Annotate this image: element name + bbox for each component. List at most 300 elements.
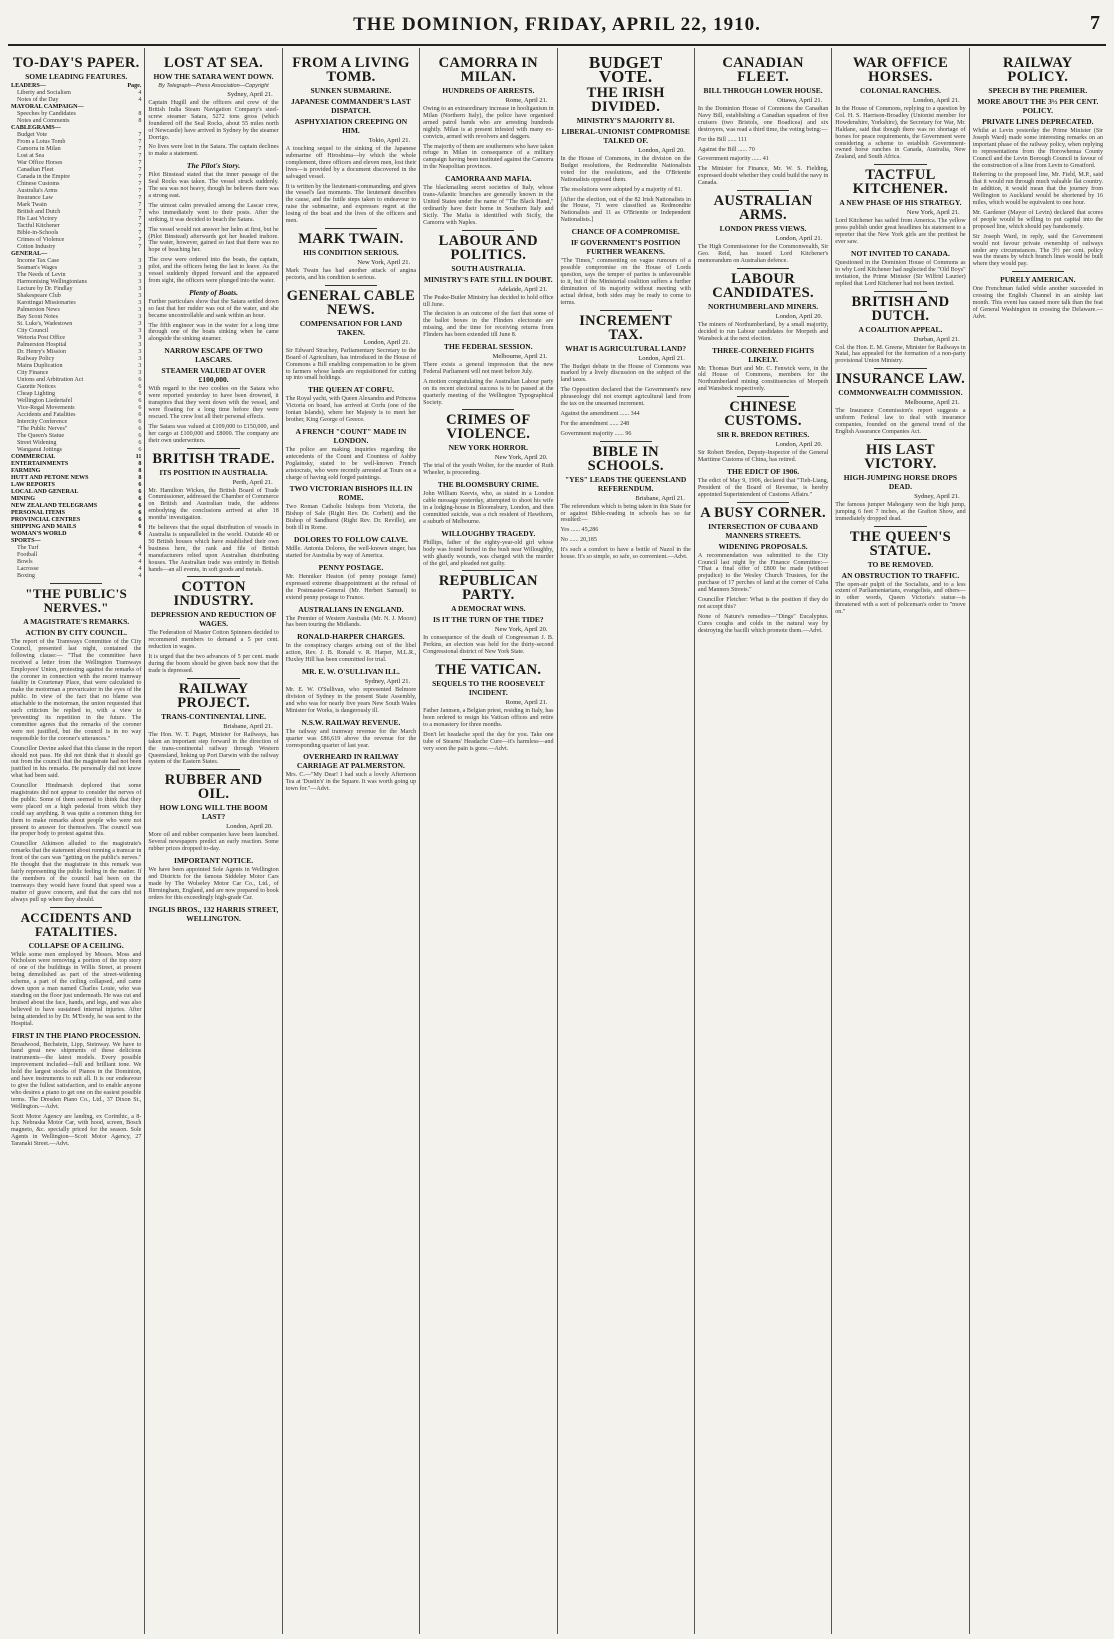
section-head: INSURANCE LAW. [835, 371, 966, 388]
dateline: Ottawa, April 21. [777, 97, 823, 104]
article-paragraph: The Premier of Western Australia (Mr. N. J. Moore) has been touring the Midlands. [285, 615, 417, 629]
contents-entry-label: The Queen's Statue [17, 433, 65, 439]
contents-entry [11, 244, 141, 251]
contents-entry-page: Page. [127, 83, 142, 89]
contents-entry-page: 6 [138, 398, 142, 404]
subhead: NARROW ESCAPE OF TWO LASCARS. [164, 346, 263, 365]
contents-entry-page: 7 [138, 146, 142, 152]
article-paragraph: The open-air pulpit of the Socialists, and to a less extent of Parliamentarians, evangelists, and others—in other words, Queen Victoria's statue—is threatened with a sort of policeman's order to "move on." [835, 581, 966, 616]
contents-entry-label: Mains Duplication [17, 363, 63, 369]
dateline: London, April 20. [775, 441, 823, 449]
contents-entry-page: 7 [138, 132, 142, 138]
column-2 [144, 48, 281, 1634]
article-paragraph: Father Jannsen, a Belgian priest, residing in Italy, has been ordered to resign his Vatican offices and retire to a monastery for three months. [423, 708, 554, 728]
contents-entry [11, 209, 141, 216]
contents-entry-page: 3 [138, 356, 142, 362]
contents-entry [11, 321, 141, 328]
contents-entry-label: Harmonising Wellingtonians [17, 279, 87, 285]
contents-entry-label: WOMAN'S WORLD [11, 531, 67, 537]
contents-entry [11, 489, 141, 496]
contents-entry-page: 4 [138, 97, 142, 103]
subhead: PURELY AMERICAN. [1000, 275, 1076, 285]
dateline: Durban, April 21. [913, 335, 960, 343]
article-paragraph: Mr. Henniker Heaton (of penny postage fame) expressed extreme disappointment at the refusal of the Postmaster-General (Mr. Herbert Samuel) to extend penny postage to France. [285, 573, 417, 601]
subhead: OVERHEARD IN RAILWAY CARRIAGE AT PALMERSTON. [296, 752, 405, 771]
contents-entry [11, 454, 141, 461]
subhead: TO BE REMOVED. [867, 559, 934, 569]
vote-line: Against the amendment ...... 344 [560, 410, 640, 417]
contents-entry-page: 3 [138, 363, 142, 369]
advertisement: None of Nature's remedies—"Dings" Eucalyptus. Cures coughs and colds in the natural way by destroying the bacilli which promote them.—Advt. [697, 613, 829, 634]
article-paragraph: A recommendation was submitted to the City Council last night by the Finance Committee:— "That a final offer of £800 be made (without prejudice) to the Wesley Church Trustees, for the purchase of 17 perches of land at the corner of Cuba and Manners Streets." [697, 552, 829, 594]
contents-entry-page: 7 [138, 139, 142, 145]
article-paragraph: It is written by the lieutenant-commanding, and gives the vessel's last moments. The lieutenant describes the cause, and the futile steps taken to endeavour to raise the submarine, and expresses regret at the losing of the boat and the lives of the officers and men. [285, 183, 417, 225]
contents-entry [11, 363, 141, 370]
dateline: London, April 20. [638, 147, 685, 154]
dateline: Perth, April 21. [232, 478, 273, 486]
contents-entry-label: GENERAL— [11, 251, 48, 257]
subhead: DEPRESSION AND REDUCTION OF WAGES. [150, 610, 277, 629]
contents-entry [11, 125, 141, 132]
contents-entry-label: City Council [17, 328, 49, 334]
contents-entry-label: Tactful Kitchener [17, 223, 60, 229]
contents-entry [11, 160, 141, 167]
contents-entry [11, 258, 141, 265]
contents-entry [11, 139, 141, 146]
section-head: BUDGET VOTE. [588, 53, 663, 86]
contents-entry-page: 7 [138, 202, 142, 208]
contents-entry-label: SPORTS— [11, 538, 41, 544]
divider [50, 583, 102, 584]
article-paragraph: The vessel would not answer her helm at first, but he (Pilot Binstead) afterwards got her headed inshore. The water, however, gained so fast that there was no hope of beaching her. [148, 226, 279, 254]
contents-entry-page: 7 [138, 188, 142, 194]
contents-entry-label: Accidents and Fatalities [17, 412, 76, 418]
contents-entry-page: 7 [138, 216, 142, 222]
section-head: TACTFUL KITCHENER. [852, 167, 949, 198]
advertisement: Mrs. C.—"My Dear! I had such a lovely Afternoon Tea at 'Dustin's' in the Square. It was worth going up town for."—Advt. [285, 772, 417, 793]
contents-entry-page: 3 [138, 265, 142, 271]
article-paragraph: In the House of Commons, replying to a question by Col. H. S. Harrison-Broadley (Unionist member for Howdenshire, Yorkshire), the Secretary for War, Mr. Haldane, said that though there was no shortage of horses for peace requirements, the Government were considering a scheme to establish Government-owned horse ranches in Canada, Australia, New Zealand, and South Africa. [835, 106, 966, 161]
contents-entry-label: Gazette Notices [17, 384, 56, 390]
subhead: ACTION BY CITY COUNCIL. [25, 628, 127, 637]
contents-entry-page: 6 [138, 447, 142, 453]
contents-entry-page: 7 [138, 174, 142, 180]
divider [325, 285, 377, 286]
contents-entry [11, 342, 141, 349]
contents-entry-label: ENTERTAINMENTS [11, 461, 69, 467]
contents-entry [11, 90, 141, 97]
subhead: BILL THROUGH LOWER HOUSE. [703, 86, 823, 95]
dateline: Rome, April 21. [505, 97, 548, 104]
article-paragraph: The Peake-Butler Ministry has decided to hold office till June. [423, 294, 554, 308]
contents-entry-page: 3 [138, 314, 142, 320]
contents-entry-page: 4 [138, 552, 142, 558]
contents-entry-label: Lacrosse [17, 566, 39, 572]
section-head: BRITISH AND DUTCH. [851, 293, 950, 324]
contents-entry-label: Crimes of Violence [17, 237, 65, 243]
contents-entry [11, 566, 141, 573]
contents-entry [11, 153, 141, 160]
contents-entry-page: 8 [138, 475, 142, 481]
section-head: LOST AT SEA. [164, 55, 264, 71]
contents-entry [11, 573, 141, 580]
article-paragraph: The Budget debate in the House of Commons was marked by a lively discussion on the subject of the land taxes. [560, 363, 691, 384]
section-head: CAMORRA IN MILAN. [438, 55, 538, 85]
contents-entry-page: 6 [138, 517, 142, 523]
article-paragraph: In consequence of the death of Congressman J. B. Perkins, an election was held for the thirty-second Congressional district of New York State. [423, 635, 554, 656]
dateline: Tokio, April 21. [368, 137, 411, 144]
contents-entry-page: 7 [138, 153, 142, 159]
contents-entry-label: Street Widening [17, 440, 57, 446]
section-head: MARK TWAIN. [298, 230, 404, 247]
contents-entry-label: Mark Twain [17, 202, 47, 208]
article-paragraph: With regard to the two coolies on the Satara who were reported yesterday to have been drowned, it transpires that they went down with the vessel, and were floating for a long time before they were rescued. The crew lost all their personal effects. [148, 386, 279, 420]
contents-entry [11, 468, 141, 475]
advertisement: Scott Motor Agency are landing, ex Corinthic, a 8-h.p. Nebraska Motor Car, with hood, screen, Bosch magneto, &c. specially priced for the season. Sole Agents in Wellington—Scott Motor Agency, 27 Taranaki Street.—Advt. [11, 1113, 142, 1148]
column-7 [831, 48, 968, 1634]
subhead: SEQUELS TO THE ROOSEVELT INCIDENT. [432, 679, 545, 698]
contents-entry-label: Income Tax Case [17, 258, 60, 264]
divider [462, 659, 514, 660]
contents-entry [11, 111, 141, 118]
contents-entry [11, 265, 141, 272]
subhead: SOUTH AUSTRALIA. [451, 263, 526, 273]
contents-entry-label: Vice-Regal Movements [17, 405, 75, 411]
article-paragraph: The trial of the youth Wolter, for the murder of Ruth Wheeler, is proceeding. [423, 463, 554, 477]
subhead: HIGH-JUMPING HORSE DROPS DEAD. [843, 472, 958, 491]
vote-line: Government majority ...... 41 [697, 156, 769, 163]
contents-entry-label: MAYORAL CAMPAIGN— [11, 104, 84, 110]
article-paragraph: Lord Kitchener has sailed from America. The yellow press publish under great headlines his statement to a reporter that the New York girls are the prettiest he ever saw. [835, 218, 966, 245]
contents-entry-label: Speeches by Candidates [17, 111, 76, 117]
contents-entry [11, 251, 141, 258]
contents-entry [11, 272, 141, 279]
contents-entry [11, 174, 141, 181]
contents-entry-page: 3 [138, 328, 142, 334]
contents-entry-page: 8 [138, 118, 142, 124]
article-paragraph: While some men employed by Messrs. Moss and Nicholson were removing a portion of the top story of one of the buildings in Willis Street, at present being demolished as part of the street-widening scheme, a part of the ceiling collapsed, and came down upon a man named Charles Louie, who was standing on the floor just underneath. He was cut and bruised about the face, hands, and legs, and was also believed to have sustained internal injuries. After being attended to by Dr. M'Evedy, he was sent to the Hospital. [11, 951, 142, 1027]
section-head: CHINESE CUSTOMS. [724, 399, 802, 430]
article-paragraph: Questioned in the Dominion House of Commons as to why Lord Kitchener had neglected the "Old Boys" invitation, the Prime Minister (Sir Wilfrid Laurier) replied that Lord Kitchener had not been invited. [835, 259, 966, 287]
contents-entry [11, 167, 141, 174]
subhead: DOLORES TO FOLLOW CALVE. [293, 535, 408, 545]
contents-entry-label: Notes of the Day [17, 97, 59, 103]
contents-entry [11, 496, 141, 503]
contents-entry-page: 6 [138, 419, 142, 425]
contents-entry-label: Seaman's Wages [17, 265, 58, 271]
subhead: "YES" LEADS THE QUEENSLAND REFERENDUM. [565, 474, 687, 493]
contents-entry-label: The Turf [17, 545, 39, 551]
contents-entry [11, 300, 141, 307]
article-paragraph: Pilot Binstead stated that the inner passage of the Seal Rocks was taken. The vessel struck suddenly. The sea was not heavy, though he believes there was a strong east. [148, 172, 279, 199]
contents-entry [11, 202, 141, 209]
contents-entry-page: 6 [138, 391, 142, 397]
contents-entry-label: LEADERS— [11, 83, 46, 89]
contents-entry-page: 4 [138, 545, 142, 551]
dateline: London, April 20. [226, 823, 273, 831]
contents-entry-page: 6 [138, 531, 142, 537]
contents-entry-label: Insurance Law [17, 195, 54, 201]
dateline: Melbourne, April 21. [904, 399, 960, 407]
contents-entry-label: Dr. Henry's Mission [17, 349, 67, 355]
section-head: CRIMES OF VIOLENCE. [446, 412, 531, 443]
contents-entry-label: Canada in the Empire [17, 174, 70, 180]
divider [737, 502, 789, 503]
contents-entry [11, 223, 141, 230]
subhead: THREE-CORNERED FIGHTS LIKELY. [712, 345, 815, 364]
contents-entry-label: Cotton Industry [17, 244, 56, 250]
contents-entry [11, 503, 141, 510]
contents-entry-page: 6 [138, 496, 142, 502]
column-1 [8, 48, 144, 1634]
contents-entry-page: 3 [138, 321, 142, 327]
subhead: HOW LONG WILL THE BOOM LAST? [159, 803, 268, 822]
subhead: SUNKEN SUBMARINE. [310, 86, 392, 95]
article-paragraph: Councillor Hindmarsh deplored that some magistrates did not appear to consider the nerves of the public. Some of them seemed to think that they were placed on a high pedestal from which they could say anything. It was quite a common thing for them to make remarks about people who were not present to answer for themselves. The council was the proper body to protest against this. [11, 783, 142, 838]
contents-entry [11, 377, 141, 384]
subhead: AUSTRALIANS IN ENGLAND. [298, 604, 404, 614]
article-paragraph: Sir Robert Bredon, Deputy-Inspector of the General Maritime Customs of China, has retired. [697, 450, 829, 464]
contents-entry-page: 3 [138, 342, 142, 348]
subhead: TRANS-CONTINENTAL LINE. [161, 711, 266, 721]
contents-entry-label: Canadian Fleet [17, 167, 54, 173]
divider [874, 368, 926, 369]
contents-entry-label: Palmerston News [17, 307, 60, 313]
contents-entry-label: Lost at Sea [17, 153, 45, 159]
subhead: JAPANESE COMMANDER'S LAST DISPATCH. [291, 97, 411, 115]
subhead: NORTHUMBERLAND MINERS. [707, 301, 819, 311]
section-head: THE VATICAN. [435, 662, 542, 679]
article-paragraph: It is urged that the two advances of 5 per cent. made during the boom should be given back now that the trade is depressed. [148, 654, 279, 674]
dateline: Brisbane, April 21. [223, 722, 273, 730]
contents-entry-label: Railway Policy [17, 356, 55, 362]
dateline: London, April 21. [638, 354, 685, 362]
divider [187, 769, 239, 770]
contents-entry-label: Intercity Conference [17, 419, 68, 425]
divider [737, 190, 789, 191]
contents-entry-page: 6 [138, 405, 142, 411]
article-paragraph: Referring to the proposed line, Mr. Field, M.P., said that it would run through much valuable flat country. In addition, it would mean that the journey from Wellington to Auckland would be shortened by 16 miles, which would be equivalent to one hour. [972, 172, 1103, 207]
contents-entry [11, 545, 141, 552]
article-paragraph: Councillor Fletcher: What is the position if they do not accept this? [697, 597, 829, 610]
contents-entry [11, 307, 141, 314]
dateline: Sydney, April 21. [364, 678, 411, 686]
contents-entry-page: 11 [135, 454, 142, 460]
contents-entry-page: 4 [138, 566, 142, 572]
subhead: THE QUEEN AT CORFU. [307, 385, 394, 395]
contents-entry [11, 384, 141, 391]
subhead: CAMORRA AND MAFIA. [445, 174, 532, 184]
contents-entry-page: 3 [138, 286, 142, 292]
article-paragraph: Owing to an extraordinary increase in hooliganism in Milan (Northern Italy), the police have organised armed patrol bands who are arresting hundreds nightly. Milan is at present infested with many ex-convicts, armed with revolvers and daggers. [423, 106, 554, 140]
article-paragraph: Mr. Thomas Burt and Mr. C. Fenwick were, in the old House of Commons, members for the Northumberland mining constituencies of Morpeth and Wansbeck respectively. [697, 365, 829, 393]
contents-entry-label: LAW REPORTS [11, 482, 55, 488]
subhead: MORE ABOUT THE 3½ PER CENT. POLICY. [977, 97, 1099, 115]
contents-entry [11, 398, 141, 405]
article-paragraph: The Royal yacht, with Queen Alexandra and Princess Victoria on board, has arrived at Corfu (one of the Ionian Islands), where her Majesty is to meet her brother, King George of Greece. [285, 396, 417, 424]
contents-entry-label: Lecture by Dr. Findlay [17, 286, 73, 292]
subhead: A MAGISTRATE'S REMARKS. [23, 617, 130, 626]
divider [187, 678, 239, 679]
article-paragraph: More oil and rubber companies have been launched. Several newspapers predict an early reaction. Some rubber prices dropped to-day. [148, 832, 279, 853]
contents-entry-page: 4 [138, 573, 142, 579]
contents-entry [11, 83, 141, 90]
contents-entry-page: 3 [138, 349, 142, 355]
page-number: 7 [1090, 12, 1100, 34]
contents-entry-label: Wellington Liedertafel [17, 398, 73, 404]
contents-entry [11, 531, 141, 538]
subhead: MINISTRY'S MAJORITY 81. [576, 116, 675, 125]
subhead: ASPHYXIATION CREEPING ON HIM. [294, 117, 408, 135]
subhead: THE EDICT OF 1906. [727, 466, 800, 476]
divider [874, 526, 926, 527]
article-paragraph: The crew were ordered into the boats, the captain, pilot, and the officers being the last to leave. As the vessel suddenly dipped forward and the appeared from sight, the officers were plunged into the water. [148, 257, 279, 284]
contents-entry-label: Notes and Comments [17, 118, 70, 124]
contents-entry [11, 314, 141, 321]
divider [874, 439, 926, 440]
section-head: WAR OFFICE HORSES. [852, 55, 949, 85]
contents-entry-label: Wanganui Jottings [17, 447, 63, 453]
article-paragraph: The Federation of Master Cotton Spinners decided to recommend members to demand a 5 per cent. reduction in wages. [148, 630, 279, 651]
subhead: A FRENCH "COUNT" MADE IN LONDON. [295, 426, 407, 445]
section-subhead: SOME LEADING FEATURES. [25, 72, 128, 81]
dateline: New York, April 20. [494, 626, 548, 634]
contents-entry-label: Liberty and Socialism [17, 90, 71, 96]
contents-entry-page: 7 [138, 181, 142, 187]
contents-entry-label: Cheap Lighting [17, 391, 56, 397]
article-paragraph: John William Keevis, who, as stated in a London cable message yesterday, attempted to shoot his wife in a lodging-house in Bloomsbury, London, and then committed suicide, was a rich resident of Hawthorn, a suburb of Melbourne. [423, 491, 554, 525]
section-head: BIBLE IN SCHOOLS. [587, 443, 664, 474]
section-head-todays-paper: TO-DAY'S PAPER. [12, 55, 140, 71]
contents-entry-page: 3 [138, 293, 142, 299]
dateline: London, April 21. [775, 235, 823, 243]
contents-entry-label: SHIPPING AND MAILS [11, 524, 77, 530]
contents-entry-page: 6 [138, 503, 142, 509]
subhead: CHANCE OF A COMPROMISE. [571, 227, 680, 237]
article-paragraph: Mr. E. W. O'Sullivan, who represented Belmore division of Sydney in the present State Assembly, and who was for nearly five years New South Wales Minister for Works, is dangerously ill. [285, 687, 417, 714]
section-head: HIS LAST VICTORY. [864, 441, 937, 472]
dateline: Melbourne, April 21. [492, 353, 548, 361]
contents-entry [11, 188, 141, 195]
masthead-title: THE DOMINION, FRIDAY, APRIL 22, 1910. [353, 14, 761, 35]
contents-entry [11, 461, 141, 468]
advertisement: Broadwood, Bechstein, Lipp, Steinway. We have to hand great new shipments of these delicious instruments—the latest models. Every possible improvement included—full and brilliant tone. We hold the largest stocks of Pianos in the Dominion, and have instruments to suit all. It is our endeavour to give the fullest satisfaction, and to enable anyone who desires a piano to get one on the easiest possible terms. The Dresden Piano Co., Ltd., 37 Dixon St., Wellington.—Advt. [11, 1041, 142, 1110]
contents-entry-page: 3 [138, 258, 142, 264]
contents-entry [11, 440, 141, 447]
section-head: FROM A LIVING TOMB. [292, 55, 410, 85]
contents-entry-page: 6 [138, 433, 142, 439]
dateline: London, April 20. [775, 312, 823, 320]
article-paragraph: The police are making inquiries regarding the antecedents of the Count and Countess of Ashby Poglainsky, stated to be well-known French aristocrats, who were recently arrested at Tours on a charge of having sold forged paintings. [285, 446, 417, 481]
subhead: A NEW PHASE OF HIS STRATEGY. [839, 198, 962, 208]
subhead: MR. E. W. O'SULLIVAN ILL. [302, 667, 400, 677]
section-head: CANADIAN FLEET. [722, 55, 804, 85]
contents-entry [11, 559, 141, 566]
contents-entry-page: 6 [138, 412, 142, 418]
contents-entry [11, 426, 141, 433]
article-paragraph: In the House of Commons, in the division on the Budget resolutions, the Redmondite Nationalists voted for the resolutions, and the O'Brienite Nationalists opposed them. [560, 156, 691, 183]
article-paragraph: The edict of May 9, 1906, declared that "Tieh-Liang, President of the Board of Revenue, is hereby appointed Superintendent of Customs Affairs." [697, 477, 829, 498]
dateline: New York, April 20. [494, 454, 548, 462]
advertisement: Don't let headache spoil the day for you. Take one tube of Stearns' Headache Cure—it's harmless—and very soon the pain is gone.—Advt. [423, 731, 554, 752]
subhead: A COALITION APPEAL. [858, 324, 943, 334]
contents-entry-page: 8 [138, 111, 142, 117]
contents-entry [11, 517, 141, 524]
article-paragraph: Mr. Hamilton Wickes, the British Board of Trade Commissioner, addressed the Chamber of Commerce on British and Australian trade, the address embodying the conclusions arrived at after 18 months' investigation. [148, 487, 279, 522]
contents-entry-page: 7 [138, 160, 142, 166]
columns [8, 48, 1106, 1634]
article-paragraph: The Opposition declared that the Government's new phraseology did not exempt agricultural land from the tax on the unearned increment. [560, 387, 691, 408]
masthead [0, 0, 1114, 44]
contents-entry [11, 279, 141, 286]
press-strap: By Telegraph—Press Association—Copyright [158, 83, 269, 89]
contents-entry-label: Bay Scout Notes [17, 314, 58, 320]
contents-entry-page: 8 [138, 461, 142, 467]
divider [187, 448, 239, 449]
divider [874, 164, 926, 165]
contents-entry [11, 433, 141, 440]
advertisement: It's such a comfort to have a bottle of Nazol in the house. It's so simple, so safe, so convenient.—Advt. [560, 547, 691, 561]
article-paragraph: The referendum which is being taken in this State for or against Bible-reading in schools has so far resulted:— [560, 503, 691, 524]
subhead: WIDENING PROPOSALS. [718, 541, 808, 551]
section-head: THE QUEEN'S STATUE. [849, 528, 952, 559]
subhead: WHAT IS AGRICULTURAL LAND? [565, 343, 687, 353]
contents-entry-label: Karotingai Missionaries [17, 300, 76, 306]
contents-entry-label: Football [17, 552, 38, 558]
article-paragraph: No lives were lost in the Satara. The captain declines to make a statement. [148, 144, 279, 158]
subhead: SPEECH BY THE PREMIER. [988, 86, 1088, 95]
article-paragraph: There exists a general impression that the new Federal Parliament will not meet before July. [423, 362, 554, 375]
vote-line: Against the Bill ...... 70 [697, 146, 755, 153]
article-paragraph: Captain Hugill and the officers and crew of the British India Steam Navigation Company's steel-screw steamer Satara, 5272 tons gross (which foundered off the Seal Rocks, about 55 miles north of Newcastle) have arrived in Sydney by the steamer Dorrigo. [148, 100, 279, 141]
vote-line: For the amendment ...... 248 [560, 420, 630, 427]
contents-entry [11, 118, 141, 125]
divider [600, 441, 652, 442]
contents-entry-page: 7 [138, 195, 142, 201]
subhead: FIRST IN THE PIANO PROCESSION. [12, 1030, 141, 1040]
article-paragraph: Mdlle. Antonia Dolores, the well-known singer, has started for Australia by way of America. [285, 546, 417, 559]
section-head: RUBBER AND OIL. [164, 772, 263, 803]
contents-entry [11, 349, 141, 356]
section-head: BRITISH TRADE. [152, 450, 275, 467]
contents-entry-page: 4 [138, 559, 142, 565]
subhead: PENNY POSTAGE. [318, 562, 384, 572]
dateline: New York, April 21. [906, 209, 960, 217]
contents-entry-label: Bowls [17, 559, 33, 565]
article-paragraph: The blackmailing secret societies of Italy, whose trans-Atlantic branches are generally known in the United States under the name of "The Black Hand," ordinarily have their home in Southern Italy and Sicily. The Mafia is identified with Sicily, the Camorra with Naples. [423, 185, 554, 226]
contents-entry-label: Bible-in-Schools [17, 230, 59, 236]
contents-entry [11, 356, 141, 363]
contents-entry [11, 482, 141, 489]
contents-entry-label: FARMING [11, 468, 41, 474]
contents-entry-page: 3 [138, 279, 142, 285]
subhead: THE BLOOMSBURY CRIME. [437, 480, 539, 490]
article-paragraph: "The Times," commenting on vague rumours of a possible compromise on the House of Lords question, says the temper of parties is unfavourable to it, but if the Ministerial coalition suffers a further diminution of its majority without meeting with actual defeat, both sides may be ready to come to terms. [560, 258, 691, 306]
contents-entry [11, 230, 141, 237]
contents-entry-page: 7 [138, 167, 142, 173]
subhead: STEAMER VALUED AT OVER £100,000. [161, 366, 266, 385]
contents-entry [11, 412, 141, 419]
contents-entry [11, 524, 141, 531]
section-head: LABOUR CANDIDATES. [712, 270, 814, 301]
article-paragraph: [After the election, out of the 82 Irish Nationalists in the House, 71 were classified as Redmondite Nationalists and 11 as O'Brienite or Independent Nationalists.] [560, 196, 691, 224]
contents-entry-label: War Office Horses [17, 160, 63, 166]
article-paragraph: Col. the Hon. E. M. Greene, Minister for Railways in Natal, has appealed for the formation of a non-party provisional Union Ministry. [835, 344, 966, 365]
contents-entry-page: 8 [138, 468, 142, 474]
contents-entry-label: NEW ZEALAND TELEGRAMS [11, 503, 98, 509]
article-paragraph: The famous jumper Mahogany won the high jump, jumping 6 feet 7 inches, at the Grafton Show, and immediately dropped dead. [835, 501, 966, 522]
article-paragraph: The Hon. W. T. Paget, Minister for Railways, has taken an important step forward in the direction of the trans-continental railway through Western Queensland, linking up Port Darwin with the railway system of the Eastern States. [148, 731, 279, 766]
